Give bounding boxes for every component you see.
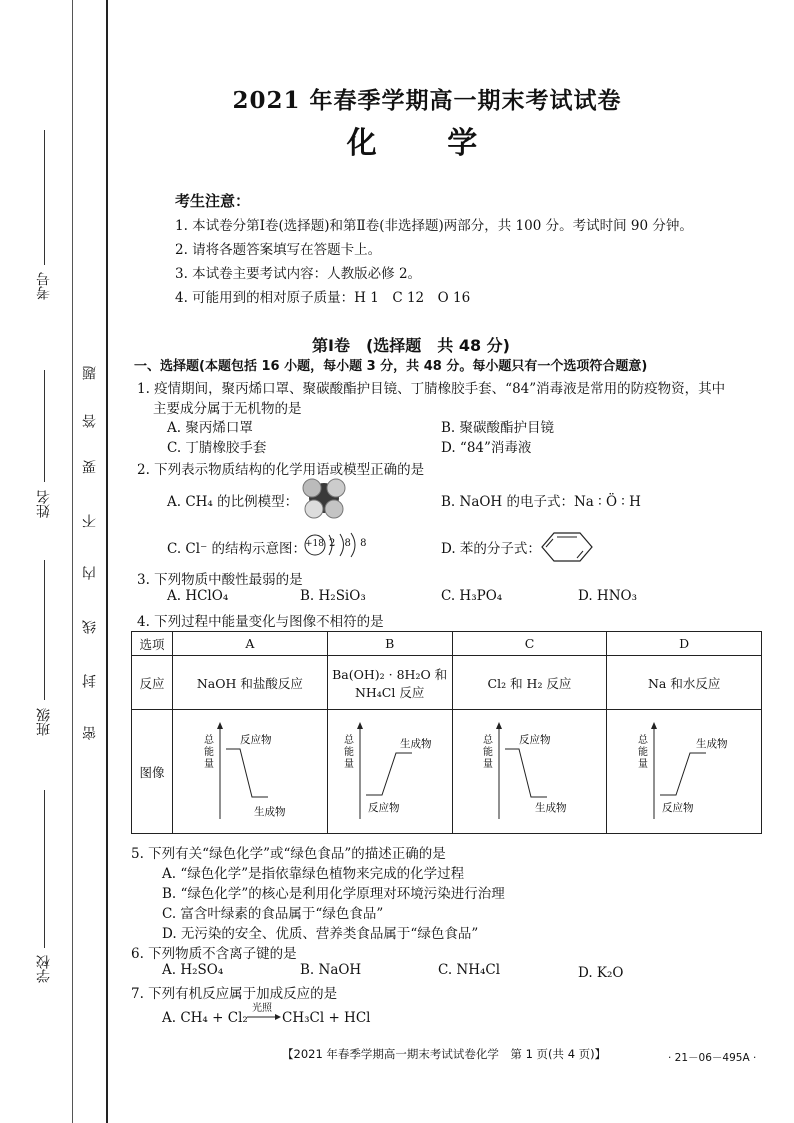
q4-stem: 4. 下列过程中能量变化与图像不相符的是 xyxy=(137,614,384,630)
q6-stem: 6. 下列物质不含离子键的是 xyxy=(131,946,297,962)
q7-stem: 7. 下列有机反应属于加成反应的是 xyxy=(131,986,338,1002)
q7-option-a-right: CH₃Cl + HCl xyxy=(282,1010,371,1026)
q4-header-reaction: 反应 xyxy=(132,656,173,710)
svg-text:能: 能 xyxy=(343,746,354,758)
school-label: 学校 xyxy=(36,955,52,983)
notice-item-3: 3. 本试卷主要考试内容：人教版必修 2。 xyxy=(175,266,422,282)
q5-option-a[interactable]: A. “绿色化学”是指依靠绿色植物来完成的化学过程 xyxy=(162,866,465,882)
q2-option-d[interactable]: D. 苯的分子式： xyxy=(441,541,541,557)
ch4-space-filling-model-icon xyxy=(300,474,348,520)
svg-text:总: 总 xyxy=(203,734,214,746)
name-blank[interactable] xyxy=(44,370,45,482)
q4-reaction-a: NaOH 和盐酸反应 xyxy=(173,656,328,710)
seal-char-5: 不 xyxy=(82,514,98,528)
q4-header-option: 选项 xyxy=(132,632,173,656)
svg-text:生成物: 生成物 xyxy=(696,737,728,750)
notice-heading: 考生注意： xyxy=(175,192,251,210)
class-blank[interactable] xyxy=(44,560,45,700)
q4-graph-b xyxy=(330,719,450,825)
svg-text:量: 量 xyxy=(638,758,649,770)
q4-reaction-d: Na 和水反应 xyxy=(607,656,762,710)
cl-nucleus-charge: +18 xyxy=(305,539,324,549)
q1-stem-line2: 主要成分属于无机物的是 xyxy=(153,401,302,417)
name-label: 姓名 xyxy=(36,490,52,518)
q4-graph-d xyxy=(624,719,744,825)
seal-char-2: 封 xyxy=(82,674,98,688)
q4-col-b: B xyxy=(327,632,452,656)
q3-option-a[interactable]: A. HClO₄ xyxy=(167,588,229,604)
svg-text:生成物: 生成物 xyxy=(399,737,432,750)
svg-text:反应物: 反应物 xyxy=(367,801,400,814)
q2-option-a[interactable]: A. CH₄ 的比例模型： xyxy=(167,494,299,510)
svg-text:反应物: 反应物 xyxy=(239,733,272,746)
q5-option-d[interactable]: D. 无污染的安全、优质、营养类食品属于“绿色食品” xyxy=(162,926,479,942)
q5-option-b[interactable]: B. “绿色化学”的核心是利用化学原理对环境污染进行治理 xyxy=(162,886,505,902)
svg-text:能: 能 xyxy=(483,746,494,758)
q1-option-a[interactable]: A. 聚丙烯口罩 xyxy=(167,420,253,436)
svg-text:生成物: 生成物 xyxy=(535,801,567,814)
svg-text:反应物: 反应物 xyxy=(519,733,551,746)
q2-option-c[interactable]: C. Cl⁻ 的结构示意图： xyxy=(167,541,306,557)
seal-char-7: 答 xyxy=(82,414,98,428)
q6-option-b[interactable]: B. NaOH xyxy=(300,962,362,978)
q2-option-b[interactable]: B. NaOH 的电子式：Na ∶ Ö ∶ H xyxy=(441,494,641,510)
benzene-ring-icon xyxy=(540,530,594,564)
svg-text:反应物: 反应物 xyxy=(662,801,694,814)
notice-item-1: 1. 本试卷分第Ⅰ卷(选择题)和第Ⅱ卷(非选择题)两部分，共 100 分。考试时间 90 分钟。 xyxy=(175,218,693,234)
binding-line-outer xyxy=(72,0,73,1123)
page-footer: 【2021 年春季学期高一期末考试试卷化学 第 1 页(共 4 页)】 xyxy=(282,1047,607,1061)
q1-option-b[interactable]: B. 聚碳酸酯护目镜 xyxy=(441,420,555,436)
seal-char-6: 要 xyxy=(82,460,98,474)
q4-reaction-c: Cl₂ 和 H₂ 反应 xyxy=(452,656,607,710)
exam-title: 2021 年春季学期高一期末考试试卷 xyxy=(232,87,622,114)
class-label: 班级 xyxy=(36,708,52,736)
q5-stem: 5. 下列有关“绿色化学”或“绿色食品”的描述正确的是 xyxy=(131,846,446,862)
svg-text:总: 总 xyxy=(343,734,354,746)
seal-char-4: 内 xyxy=(82,566,98,580)
q6-option-d[interactable]: D. K₂O xyxy=(578,965,624,981)
q3-option-c[interactable]: C. H₃PO₄ xyxy=(441,588,503,604)
q4-graph-a xyxy=(190,719,310,825)
q3-option-b[interactable]: B. H₂SiO₃ xyxy=(300,588,366,604)
svg-text:量: 量 xyxy=(483,758,494,770)
q5-option-c[interactable]: C. 富含叶绿素的食品属于“绿色食品” xyxy=(162,906,384,922)
notice-item-2: 2. 请将各题答案填写在答题卡上。 xyxy=(175,242,382,258)
exam-number-label: 考号 xyxy=(36,272,52,300)
section-instruction: 一、选择题(本题包括 16 小题，每小题 3 分，共 48 分。每小题只有一个选项符合题意) xyxy=(134,359,648,374)
q1-stem-line1: 1. 疫情期间，聚丙烯口罩、聚碳酸酯护目镜、丁腈橡胶手套、“84”消毒液是常用的防疫物资，其中 xyxy=(137,381,726,397)
q4-col-c: C xyxy=(452,632,607,656)
binding-line-inner xyxy=(106,0,108,1123)
svg-text:量: 量 xyxy=(203,758,214,770)
q4-reaction-b: Ba(OH)₂ · 8H₂O 和 NH₄Cl 反应 xyxy=(327,656,452,710)
q4-col-d: D xyxy=(607,632,762,656)
section-title: 第Ⅰ卷 (选择题 共 48 分) xyxy=(312,336,510,355)
q6-option-a[interactable]: A. H₂SO₄ xyxy=(162,962,224,978)
q1-option-c[interactable]: C. 丁腈橡胶手套 xyxy=(167,440,267,456)
q7-option-a-left[interactable]: A. CH₄ + Cl₂ xyxy=(162,1010,248,1026)
notice-item-4: 4. 可能用到的相对原子质量：H 1 C 12 O 16 xyxy=(175,290,471,306)
q1-option-d[interactable]: D. “84”消毒液 xyxy=(441,440,532,456)
q4-table xyxy=(131,631,762,834)
school-blank[interactable] xyxy=(44,790,45,948)
svg-text:量: 量 xyxy=(343,758,354,770)
seal-char-8: 题 xyxy=(82,366,98,380)
q7-reaction-condition: 光照 xyxy=(252,1003,272,1014)
q6-option-c[interactable]: C. NH₄Cl xyxy=(438,962,501,978)
q4-graph-c xyxy=(469,719,589,825)
svg-text:能: 能 xyxy=(203,746,214,758)
q3-stem: 3. 下列物质中酸性最弱的是 xyxy=(137,572,303,588)
seal-char-1: 密 xyxy=(82,726,98,740)
seal-char-3: 线 xyxy=(82,620,98,634)
svg-text:能: 能 xyxy=(638,746,649,758)
svg-text:生成物: 生成物 xyxy=(253,805,286,818)
reaction-arrow-icon xyxy=(247,1012,281,1022)
q2-stem: 2. 下列表示物质结构的化学用语或模型正确的是 xyxy=(137,462,425,478)
q3-option-d[interactable]: D. HNO₃ xyxy=(578,588,637,604)
q4-col-a: A xyxy=(173,632,328,656)
svg-text:总: 总 xyxy=(483,734,494,746)
paper-code: · 21－06－495A · xyxy=(668,1052,757,1064)
q4-header-graph: 图像 xyxy=(132,710,173,834)
svg-text:总: 总 xyxy=(638,734,649,746)
cl-electron-shells: 2 8 8 xyxy=(329,538,370,549)
subject-title: 化 学 xyxy=(346,126,508,161)
